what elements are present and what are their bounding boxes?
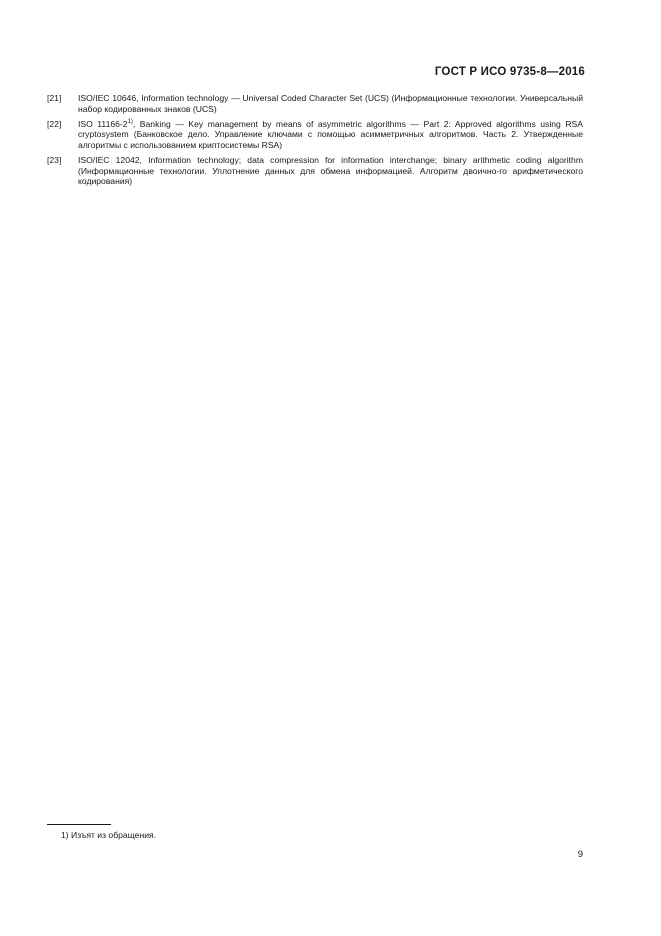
reference-text-rest: , Banking — Key management by means of asymmetric algorithms — Part 2: Approved algorithms using RSA cryptosystem (Банковское дело. Управление ключами с помощью асимметричных алгоритмов. Часть 2. Утвержденные алгоритмы с использованием криптосистемы RSA) <box>78 118 583 150</box>
page-number: 9 <box>577 849 583 860</box>
reference-text-main: ISO/IEC 12042, Information technology; data compression for information interchange; binary arithmetic coding algorithm (Информационные технологии. Уплотнение данных для обмена информацией. Алгоритм двоично-го арифметического кодирования) <box>78 154 583 187</box>
reference-item-22 <box>47 119 583 151</box>
footnote-separator <box>47 824 111 825</box>
reference-item-23 <box>47 155 583 187</box>
reference-text <box>78 119 583 151</box>
reference-text <box>78 93 583 114</box>
reference-text-main: ISO/IEC 10646, Information technology — Universal Coded Character Set (UCS) (Информационные технологии. Универсальный набор кодированных знаков (UCS) <box>78 93 583 114</box>
reference-number: [21] <box>47 93 62 103</box>
document-code-header: ГОСТ Р ИСО 9735-8—2016 <box>434 66 585 78</box>
reference-number: [23] <box>47 154 62 165</box>
footnote-marker: 1) <box>127 118 133 125</box>
reference-text <box>78 155 583 187</box>
reference-number: [22] <box>47 118 62 129</box>
reference-standard-id: ISO 11166-2 <box>78 118 128 129</box>
reference-item-21 <box>47 93 583 114</box>
footnote: 1) Изъят из обращения. <box>61 830 157 840</box>
bibliography-list <box>47 93 583 191</box>
